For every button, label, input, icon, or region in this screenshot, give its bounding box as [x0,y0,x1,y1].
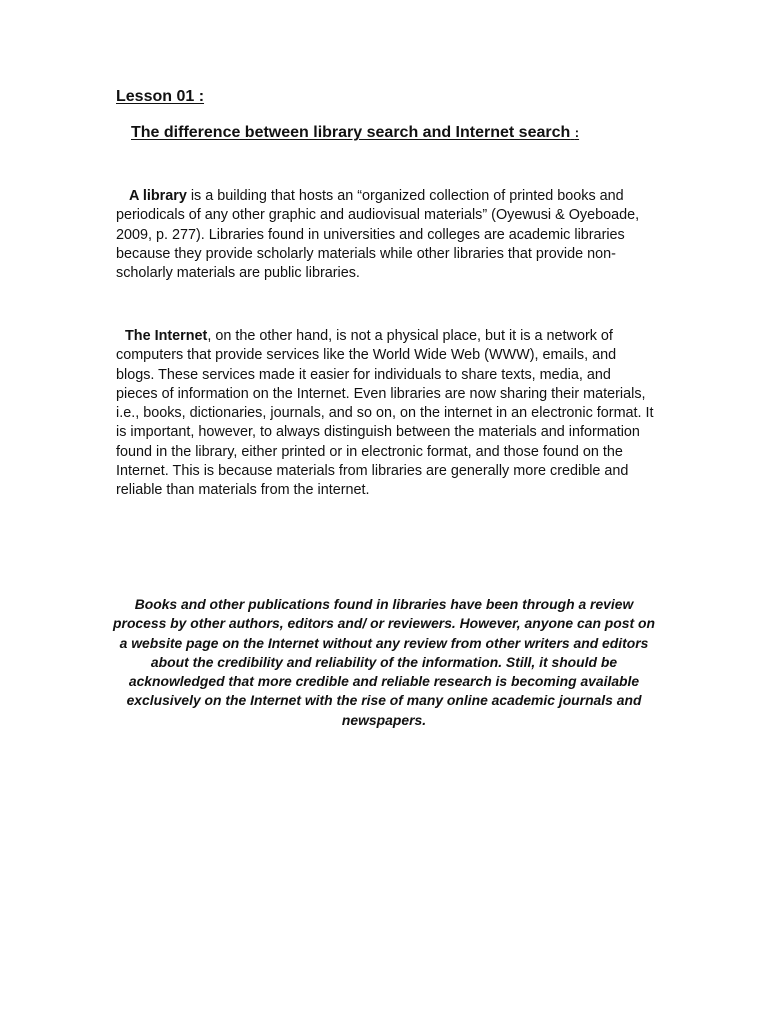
lesson-subtitle-text: The difference between library search and Internet search [131,124,571,141]
library-term: A library [129,188,187,204]
review-process-note: Books and other publications found in libraries have been through a review process by other authors, editors and/ or reviewers. However, anyone can post on a website page on the Internet without any review from other writers and editors about the credibility and reliability of the information. Still, it should be acknowledged that more credible and reliable research is becoming available exclusively on the Internet with the rise of many online academic journals and newspapers. [113,596,655,728]
lesson-subtitle-colon: : [574,125,580,140]
lesson-title: Lesson 01 : [116,88,205,105]
internet-term: The Internet [125,328,208,344]
library-paragraph-text: is a building that hosts an “organized collection of printed books and periodicals of any other graphic and audiovisual materials” (Oyewusi & Oyeboade, 2009, p. 277). Libraries found in universities and colleges are academic libraries because they provide scholarly materials while other libraries that provide non-scholarly materials are public libraries. [116,188,640,282]
lesson-subtitle [131,124,579,142]
library-paragraph [116,187,656,283]
internet-paragraph [116,327,656,501]
internet-paragraph-text: , on the other hand, is not a physical place, but it is a network of computers that provide services like the World Wide Web (WWW), emails, and blogs. These services made it easier for individuals to share texts, media, and pieces of information on the Internet. Even libraries are now sharing their materials, i.e., books, dictionaries, journals, and so on, on the internet in an electronic format. It is important, however, to always distinguish between the materials and information found in the library, either printed or in electronic format, and those found on the Internet. This is because materials from libraries are generally more credible and reliable than materials from the internet. [116,328,654,499]
